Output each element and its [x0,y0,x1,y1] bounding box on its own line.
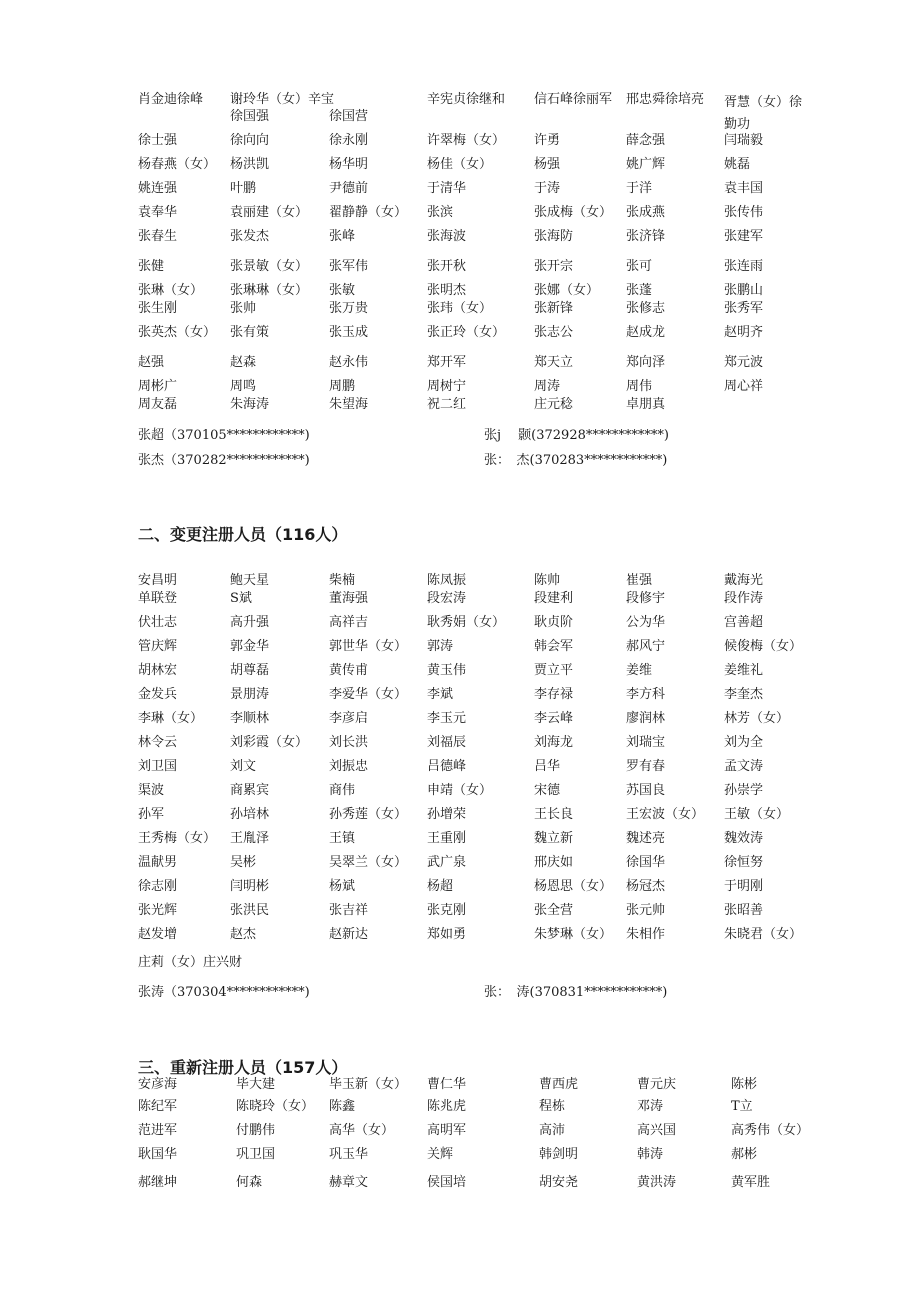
person-name: 闫瑞毅 [724,133,764,148]
person-name: 张峰 [329,229,356,244]
person-name: 赵强 [138,355,165,370]
person-name: 曹仁华 [427,1077,467,1092]
id-number-entry: 张： 杰(370283************) [484,453,668,468]
person-name: 高沛 [539,1123,566,1138]
person-name: 赵发增 [138,927,178,942]
person-name: 吴彬 [230,855,257,870]
person-name: 刘文 [230,759,257,774]
person-name: 杨洪凯 [230,157,270,172]
person-name: 杨华明 [329,157,369,172]
person-name: 郝风宁 [626,639,666,654]
person-name: 高升强 [230,615,270,630]
person-name: 黄玉伟 [427,663,467,678]
person-name: 张鹏山 [724,283,764,298]
person-name: 张开秋 [427,259,467,274]
person-name: 张连雨 [724,259,764,274]
person-name: 赵永伟 [329,355,369,370]
person-name: 徐志刚 [138,879,178,894]
person-name: 程栋 [539,1099,566,1114]
id-number-entry: 张j 颢(372928************) [484,428,669,443]
person-name: 范进军 [138,1123,178,1138]
id-number-entry: 张： 涛(370831************) [484,985,668,1000]
person-name: 安彦海 [138,1077,178,1092]
person-name: 张玮（女） [427,301,493,316]
person-name: 景朋涛 [230,687,270,702]
person-name: 祝二红 [427,397,467,412]
person-name: 管庆辉 [138,639,178,654]
person-name: 段作涛 [724,591,764,606]
person-name: 郝彬 [731,1147,758,1162]
person-name: 渠波 [138,783,165,798]
person-name: 巩卫国 [236,1147,276,1162]
person-name: S斌 [230,591,252,606]
person-name: 朱晓君（女） [724,927,803,942]
person-name: 付鹏伟 [236,1123,276,1138]
person-name: 袁丰国 [724,181,764,196]
person-name: 张济锋 [626,229,666,244]
person-name: 尹德前 [329,181,369,196]
person-name: 公为华 [626,615,666,630]
person-name: 赵成龙 [626,325,666,340]
person-name: 韩会军 [534,639,574,654]
person-name: 高秀伟（女） [731,1123,810,1138]
person-name: 王重刚 [427,831,467,846]
person-name: T立 [731,1099,753,1114]
person-name: 周涛 [534,379,561,394]
person-name: 张吉祥 [329,903,369,918]
person-name: 许勇 [534,133,561,148]
person-name: 张成燕 [626,205,666,220]
person-name: 辛宪贞徐继和 [427,92,506,107]
person-name: 赵杰 [230,927,257,942]
person-name: 温献男 [138,855,178,870]
person-name: 孙秀莲（女） [329,807,408,822]
person-name: 高兴国 [637,1123,677,1138]
person-name: 张洪民 [230,903,270,918]
person-name: 罗有春 [626,759,666,774]
person-name: 徐国华 [626,855,666,870]
person-name: 谢玲华（女）辛宝 [230,92,335,107]
person-name: 戴海光 [724,573,764,588]
person-name: 于洋 [626,181,653,196]
person-name: 肖金迪徐峰 [138,92,204,107]
person-name: 孙军 [138,807,165,822]
person-name: 徐永刚 [329,133,369,148]
person-name: 侯国培 [427,1175,467,1190]
person-name: 张春生 [138,229,178,244]
person-name: 袁丽建（女） [230,205,309,220]
person-name: 金发兵 [138,687,178,702]
person-name: 高华（女） [329,1123,395,1138]
person-name: 张景敏（女） [230,259,309,274]
person-name: 朱相作 [626,927,666,942]
person-name: 李彦启 [329,711,369,726]
person-name: 郑元波 [724,355,764,370]
person-name: 贾立平 [534,663,574,678]
person-name: 廖润林 [626,711,666,726]
person-name: 郭世华（女） [329,639,408,654]
person-name: 郭涛 [427,639,454,654]
person-name: 姜维礼 [724,663,764,678]
person-name: 张元帅 [626,903,666,918]
person-name: 陈兆虎 [427,1099,467,1114]
person-name: 刘为全 [724,735,764,750]
person-name: 段建利 [534,591,574,606]
person-name: 刘海龙 [534,735,574,750]
person-name: 李爱华（女） [329,687,408,702]
person-name: 曹元庆 [637,1077,677,1092]
person-name: 于明刚 [724,879,764,894]
person-name: 王秀梅（女） [138,831,217,846]
person-name: 郭金华 [230,639,270,654]
person-name: 何森 [236,1175,263,1190]
person-name: 宫善超 [724,615,764,630]
person-name: 于清华 [427,181,467,196]
person-name: 耿国华 [138,1147,178,1162]
person-name: 周树宁 [427,379,467,394]
person-name: 黄洪涛 [637,1175,677,1190]
person-name: 李玉元 [427,711,467,726]
person-name: 宋德 [534,783,561,798]
person-name: 刘彩霞（女） [230,735,309,750]
person-name: 于涛 [534,181,561,196]
person-name: 张昭善 [724,903,764,918]
person-name: 吕德峰 [427,759,467,774]
person-name: 商累宾 [230,783,270,798]
person-name: 张建军 [724,229,764,244]
person-name: 刘瑞宝 [626,735,666,750]
person-name: 孙增荣 [427,807,467,822]
section-3-heading: 三、重新注册人员（157人） [138,1058,348,1077]
person-name: 胡林宏 [138,663,178,678]
person-name: 郑开军 [427,355,467,370]
person-name: 赵明齐 [724,325,764,340]
person-name: 胡安尧 [539,1175,579,1190]
id-number-entry: 张涛（370304************) [138,985,310,1000]
person-name: 张克刚 [427,903,467,918]
person-name: 张发杰 [230,229,270,244]
person-name: 赵新达 [329,927,369,942]
person-name: 张万贵 [329,301,369,316]
person-name: 柴楠 [329,573,356,588]
person-name: 张军伟 [329,259,369,274]
person-name: 王宏波（女） [626,807,705,822]
person-name: 高祥吉 [329,615,369,630]
person-name: 杨冠杰 [626,879,666,894]
person-name: 朱海涛 [230,397,270,412]
person-name: 耿秀娟（女） [427,615,506,630]
person-name: 王长良 [534,807,574,822]
person-name: 郑如勇 [427,927,467,942]
person-name: 张全营 [534,903,574,918]
person-name: 张琳（女） [138,283,204,298]
person-name: 陈帅 [534,573,561,588]
person-name: 张琳琳（女） [230,283,309,298]
person-name: 孟文涛 [724,759,764,774]
person-name: 巩玉华 [329,1147,369,1162]
person-name: 张光辉 [138,903,178,918]
id-number-entry: 张超（370105************) [138,428,310,443]
person-name: 陈鑫 [329,1099,356,1114]
person-name: 周友磊 [138,397,178,412]
person-name: 杨恩思（女） [534,879,613,894]
person-name: 段宏涛 [427,591,467,606]
person-name: 董海强 [329,591,369,606]
person-name: 曹西虎 [539,1077,579,1092]
person-name: 刘卫国 [138,759,178,774]
person-name: 徐向向 [230,133,270,148]
person-name: 张明杰 [427,283,467,298]
person-name: 李斌 [427,687,454,702]
person-name: 杨强 [534,157,561,172]
person-name: 吴翠兰（女） [329,855,408,870]
person-name: 林令云 [138,735,178,750]
person-name: 鲍天星 [230,573,270,588]
person-name: 张娜（女） [534,283,600,298]
person-name: 王镇 [329,831,356,846]
person-name: 郝继坤 [138,1175,178,1190]
person-name: 武广泉 [427,855,467,870]
person-name: 陈晓玲（女） [236,1099,315,1114]
person-name: 韩剑明 [539,1147,579,1162]
person-name: 邢庆如 [534,855,574,870]
person-name: 杨佳（女） [427,157,493,172]
person-name: 张海波 [427,229,467,244]
person-name: 张有策 [230,325,270,340]
person-name: 张蓬 [626,283,653,298]
person-name: 张英杰（女） [138,325,217,340]
person-name: 孙培林 [230,807,270,822]
person-name: 郑天立 [534,355,574,370]
person-name: 徐士强 [138,133,178,148]
person-name: 张志公 [534,325,574,340]
person-name: 高明军 [427,1123,467,1138]
person-name: 崔强 [626,573,653,588]
person-name: 王胤泽 [230,831,270,846]
person-name: 张玉成 [329,325,369,340]
person-name: 周心祥 [724,379,764,394]
person-name: 候俊梅（女） [724,639,803,654]
person-name: 许翠梅（女） [427,133,506,148]
person-name: 李方科 [626,687,666,702]
person-name: 庄元稔 [534,397,574,412]
person-name: 邓涛 [637,1099,664,1114]
person-name: 苏国良 [626,783,666,798]
person-name: 张敏 [329,283,356,298]
person-name: 翟静静（女） [329,205,408,220]
person-name: 张生刚 [138,301,178,316]
person-name: 徐恒努 [724,855,764,870]
person-name: 段修宇 [626,591,666,606]
person-name: 闫明彬 [230,879,270,894]
person-name: 邢忠舜徐培亮 [626,92,705,107]
person-name: 杨春燕（女） [138,157,217,172]
person-name: 刘长洪 [329,735,369,750]
person-name: 薛念强 [626,133,666,148]
person-name: 叶鹏 [230,181,257,196]
person-name: 周鹏 [329,379,356,394]
person-name: 陈纪军 [138,1099,178,1114]
person-name: 黄军胜 [731,1175,771,1190]
person-name: 张修志 [626,301,666,316]
person-name: 申靖（女） [427,783,493,798]
person-name: 陈凤振 [427,573,467,588]
person-name: 信石峰徐丽军 [534,92,613,107]
person-name: 徐国营 [329,109,369,124]
person-name: 朱望海 [329,397,369,412]
person-name: 胥慧（女）徐勤功 [724,95,803,132]
person-name: 耿贞阶 [534,615,574,630]
person-name: 李奎杰 [724,687,764,702]
person-name: 张开宗 [534,259,574,274]
person-name: 朱梦琳（女） [534,927,613,942]
person-name: 张海防 [534,229,574,244]
person-name: 张新锋 [534,301,574,316]
person-name: 周鸣 [230,379,257,394]
person-name: 袁奉华 [138,205,178,220]
person-name: 黄传甫 [329,663,369,678]
person-name: 周彬广 [138,379,178,394]
person-name: 卓朋真 [626,397,666,412]
person-name: 张帅 [230,301,257,316]
person-name: 张健 [138,259,165,274]
person-name: 刘福辰 [427,735,467,750]
person-name: 魏立新 [534,831,574,846]
person-name: 张滨 [427,205,454,220]
person-name: 徐国强 [230,109,270,124]
person-name: 庄莉（女）庄兴财 [138,955,243,970]
person-name: 赫章文 [329,1175,369,1190]
person-name: 张可 [626,259,653,274]
person-name: 杨超 [427,879,454,894]
person-name: 陈彬 [731,1077,758,1092]
person-name: 赵森 [230,355,257,370]
person-name: 魏述亮 [626,831,666,846]
person-name: 韩涛 [637,1147,664,1162]
person-name: 关辉 [427,1147,454,1162]
person-name: 张秀军 [724,301,764,316]
person-name: 孙崇学 [724,783,764,798]
person-name: 毕玉新（女） [329,1077,408,1092]
person-name: 吕华 [534,759,561,774]
person-name: 郑向泽 [626,355,666,370]
person-name: 胡尊磊 [230,663,270,678]
person-name: 林芳（女） [724,711,790,726]
person-name: 安昌明 [138,573,178,588]
person-name: 商伟 [329,783,356,798]
person-name: 李存禄 [534,687,574,702]
person-name: 姚连强 [138,181,178,196]
person-name: 姚广辉 [626,157,666,172]
person-name: 毕大建 [236,1077,276,1092]
person-name: 李顺林 [230,711,270,726]
section-2-heading: 二、变更注册人员（116人） [138,525,348,544]
person-name: 张成梅（女） [534,205,613,220]
person-name: 王敏（女） [724,807,790,822]
person-name: 姚磊 [724,157,751,172]
person-name: 李云峰 [534,711,574,726]
id-number-entry: 张杰（370282************) [138,453,310,468]
person-name: 李琳（女） [138,711,204,726]
person-name: 张传伟 [724,205,764,220]
person-name: 杨斌 [329,879,356,894]
person-name: 刘振忠 [329,759,369,774]
person-name: 单联登 [138,591,178,606]
person-name: 张正玲（女） [427,325,506,340]
person-name: 周伟 [626,379,653,394]
person-name: 姜维 [626,663,653,678]
person-name: 魏效涛 [724,831,764,846]
person-name: 伏壮志 [138,615,178,630]
